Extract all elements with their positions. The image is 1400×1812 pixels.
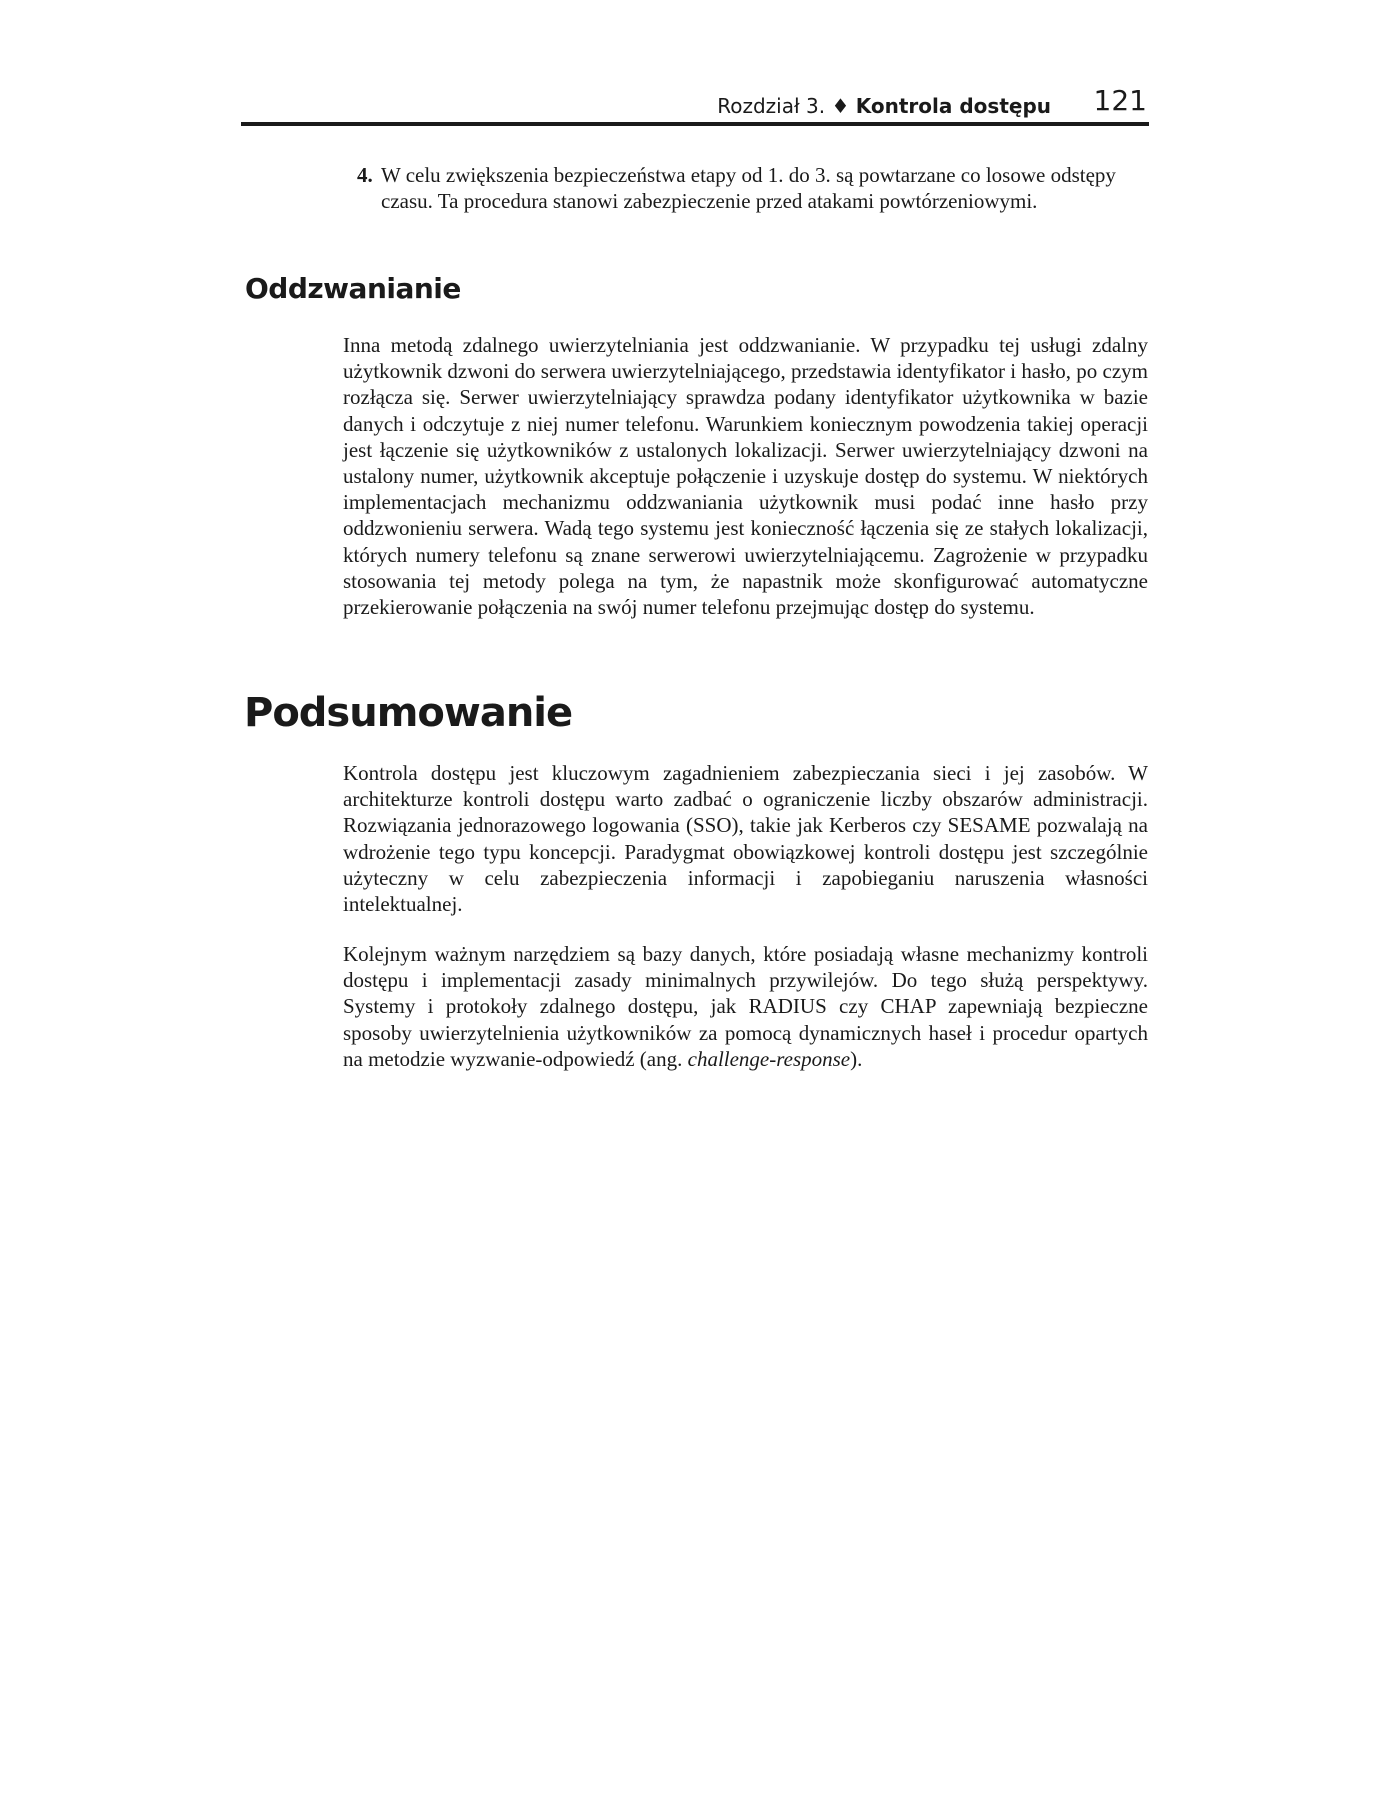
callback-paragraph: Inna metodą zdalnego uwierzytelniania jest oddzwanianie. W przypadku tej usługi zdalny użytkownik dzwoni do serwera uwierzytelniającego, przedstawia identyfikator i hasło, po czym rozłącza się. Serwer uwierzytelniający sprawdza podany identyfikator użytkownika w bazie danych i odczytuje z niej numer telefonu. Warunkiem koniecznym powodzenia takiej operacji jest łączenie się użytkowników z ustalonych lokalizacji. Serwer uwierzytelniający dzwoni na ustalony numer, użytkownik akceptuje połączenie i uzyskuje dostęp do systemu. W niektórych implementacjach mechanizmu oddzwaniania użytkownik musi podać inne hasło przy oddzwonieniu serwera. Wadą tego systemu jest konieczność łączenia się ze stałych lokalizacji, których numery telefonu są znane serwerowi uwierzytelniającemu. Zagrożenie w przypadku stosowania tej metody polega na tym, że napastnik może skonfigurować automatyczne przekierowanie połączenia na swój numer telefonu przejmując dostęp do systemu. (343, 333, 1148, 620)
list-item-text: W celu zwiększenia bezpieczeństwa etapy od 1. do 3. są powtarzane co losowe odstępy czasu. Ta procedura stanowi zabezpieczenie przed atakami powtórzeniowymi. (381, 163, 1116, 213)
summary-paragraph-2-end: ). (850, 1046, 863, 1071)
summary-paragraph-1: Kontrola dostępu jest kluczowym zagadnieniem zabezpieczania sieci i jej zasobów. W architekturze kontroli dostępu warto zadbać o ograniczenie liczby obszarów administracji. Rozwiązania jednorazowego logowania (SSO), takie jak Kerberos czy SESAME pozwalają na wdrożenie tego typu koncepcji. Paradygmat obowiązkowej kontroli dostępu jest szczególnie użyteczny w celu zabezpieczenia informacji i zapobieganiu naruszenia własności intelektualnej. (343, 761, 1148, 917)
diamond-separator-icon: ♦ (831, 94, 850, 118)
summary-paragraph-2 (343, 941, 1148, 1072)
running-head (717, 94, 1051, 118)
summary-paragraph-2-text: Kolejnym ważnym narzędziem są bazy danych, które posiadają własne mechanizmy kontroli dostępu i implementacji zasady minimalnych przywilejów. Do tego służą perspektywy. Systemy i protokoły zdalnego dostępu, jak RADIUS czy CHAP zapewniają bezpieczne sposoby uwierzytelnienia użytkowników za pomocą dynamicznych haseł i procedur opartych na metodzie wyzwanie-odpowiedź (ang. (343, 942, 1148, 1071)
chapter-label: Rozdział 3. (717, 94, 826, 118)
page-header (241, 82, 1149, 126)
section-heading-summary: Podsumowanie (244, 690, 573, 736)
numbered-list-item (357, 162, 1117, 214)
section-heading-callback: Oddzwanianie (245, 272, 461, 305)
chapter-title: Kontrola dostępu (855, 94, 1051, 118)
english-term: challenge-response (687, 1046, 851, 1071)
list-item-number: 4. (357, 163, 373, 187)
page-number: 121 (1093, 84, 1147, 117)
